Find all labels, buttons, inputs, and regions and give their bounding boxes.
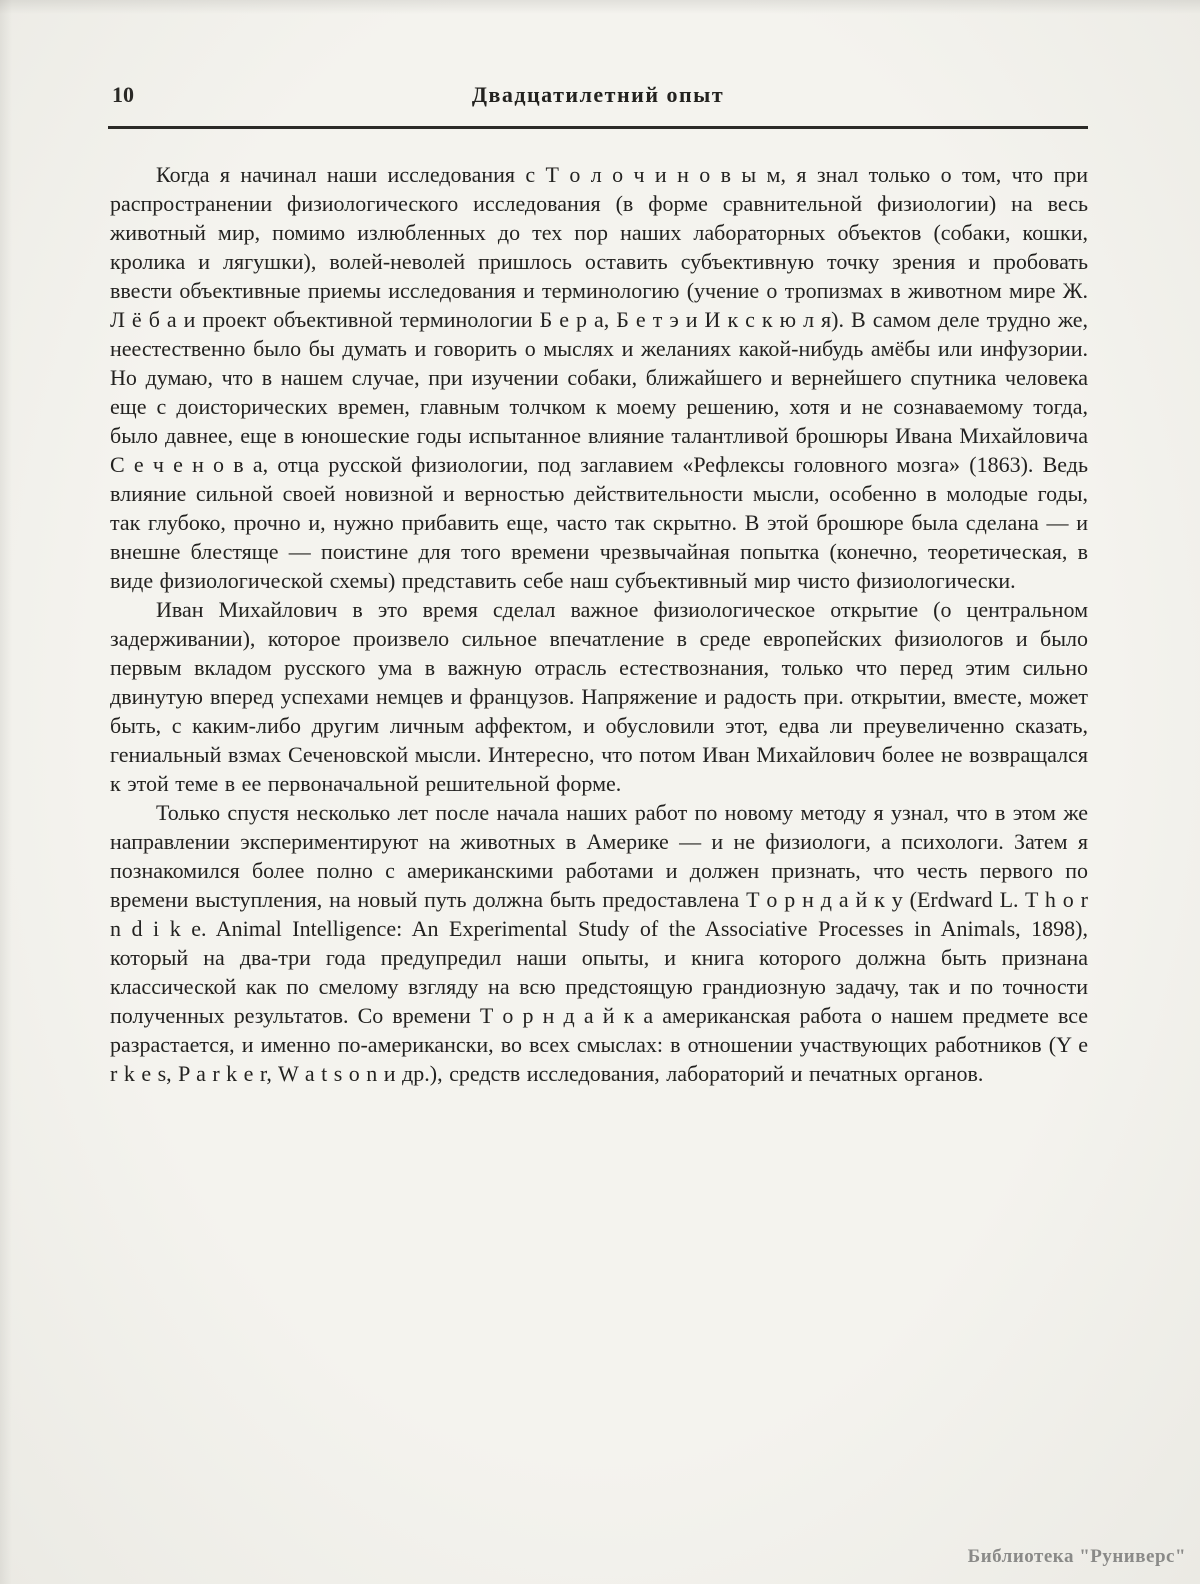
- paragraph-2: Иван Михайлович в это время сделал важное физиологическое открытие (о центральном задерживании), которое произвело сильное впечатление в среде европейских физиологов и было первым вкладом русского ума в важную отрасль естествознания, только что перед этим сильно двинутую вперед успехами немцев и французов. Напряжение и радость при. открытии, вместе, может быть, с каким-либо другим личным аффектом, и обусловили этот, едва ли преувеличенно сказать, гениальный взмах Сеченовской мысли. Интересно, что потом Иван Михайлович более не возвращался к этой теме в ее первоначальной решительной форме.: [110, 597, 1088, 796]
- page-header: [108, 82, 1088, 112]
- page-number: 10: [112, 82, 134, 107]
- page-body-text: [110, 160, 1088, 1088]
- library-watermark: Библиотека "Руниверс": [967, 1546, 1186, 1567]
- paragraph-3: Только спустя несколько лет после начала наших работ по новому методу я узнал, что в этом же направлении экспериментируют на животных в Америке — и не физиологи, а психологи. Затем я познакомился более полно с американскими работами и должен признать, что честь первого по времени выступления, на новый путь должна быть предоставлена Т о р н д а й к у (Erdward L. T h o r n d i k e. Animal Intelligence: An Experimental Study of the Associative Processes in Animals, 1898), который на два-три года предупредил наши опыты, и книга которого должна быть признана классической как по смелому взгляду на всю предстоящую грандиозную задачу, так и по точности полученных результатов. Со времени Т о р н д а й к а американская работа о нашем предмете все разрастается, и именно по-американски, во всех смыслах: в отношении участвующих работников (Y e r k e s, P a r k e r, W a t s o n и др.), средств исследования, лабораторий и печатных органов.: [110, 800, 1088, 1086]
- scan-edge-shading-top: [0, 0, 1200, 14]
- paragraph-1: Когда я начинал наши исследования с Т о л о ч и н о в ы м, я знал только о том, что при распространении физиологического исследования (в форме сравнительной физиологии) на весь животный мир, помимо излюбленных до тех пор наших лабораторных объектов (собаки, кошки, кролика и лягушки), волей-неволей пришлось оставить субъективную точку зрения и пробовать ввести объективные приемы исследования и терминологию (учение о тропизмах в животном мире Ж. Л ё б а и проект объективной терминологии Б е р а, Б е т э и И к с к ю л я). В самом деле трудно же, неестественно было бы думать и говорить о мыслях и желаниях какой-нибудь амёбы или инфузории. Но думаю, что в нашем случае, при изучении собаки, ближайшего и вернейшего спутника человека еще с доисторических времен, главным толчком к моему решению, хотя и не сознаваемому тогда, было давнее, еще в юношеские годы испытанное влияние талантливой брошюры Ивана Михайловича С е ч е н о в а, отца русской физиологии, под заглавием «Рефлексы головного мозга» (1863). Ведь влияние сильной своей новизной и верностью действительности мысли, особенно в молодые годы, так глубоко, прочно и, нужно прибавить еще, часто так скрытно. В этой брошюре была сделана — и внешне блестяще — поистине для того времени чрезвычайная попытка (конечно, теоретическая, в виде физиологической схемы) представить себе наш субъективный мир чисто физиологически.: [110, 162, 1088, 593]
- running-title: Двадцатилетний опыт: [471, 82, 725, 107]
- scan-edge-shading-left: [0, 0, 12, 1584]
- header-rule: [108, 126, 1088, 129]
